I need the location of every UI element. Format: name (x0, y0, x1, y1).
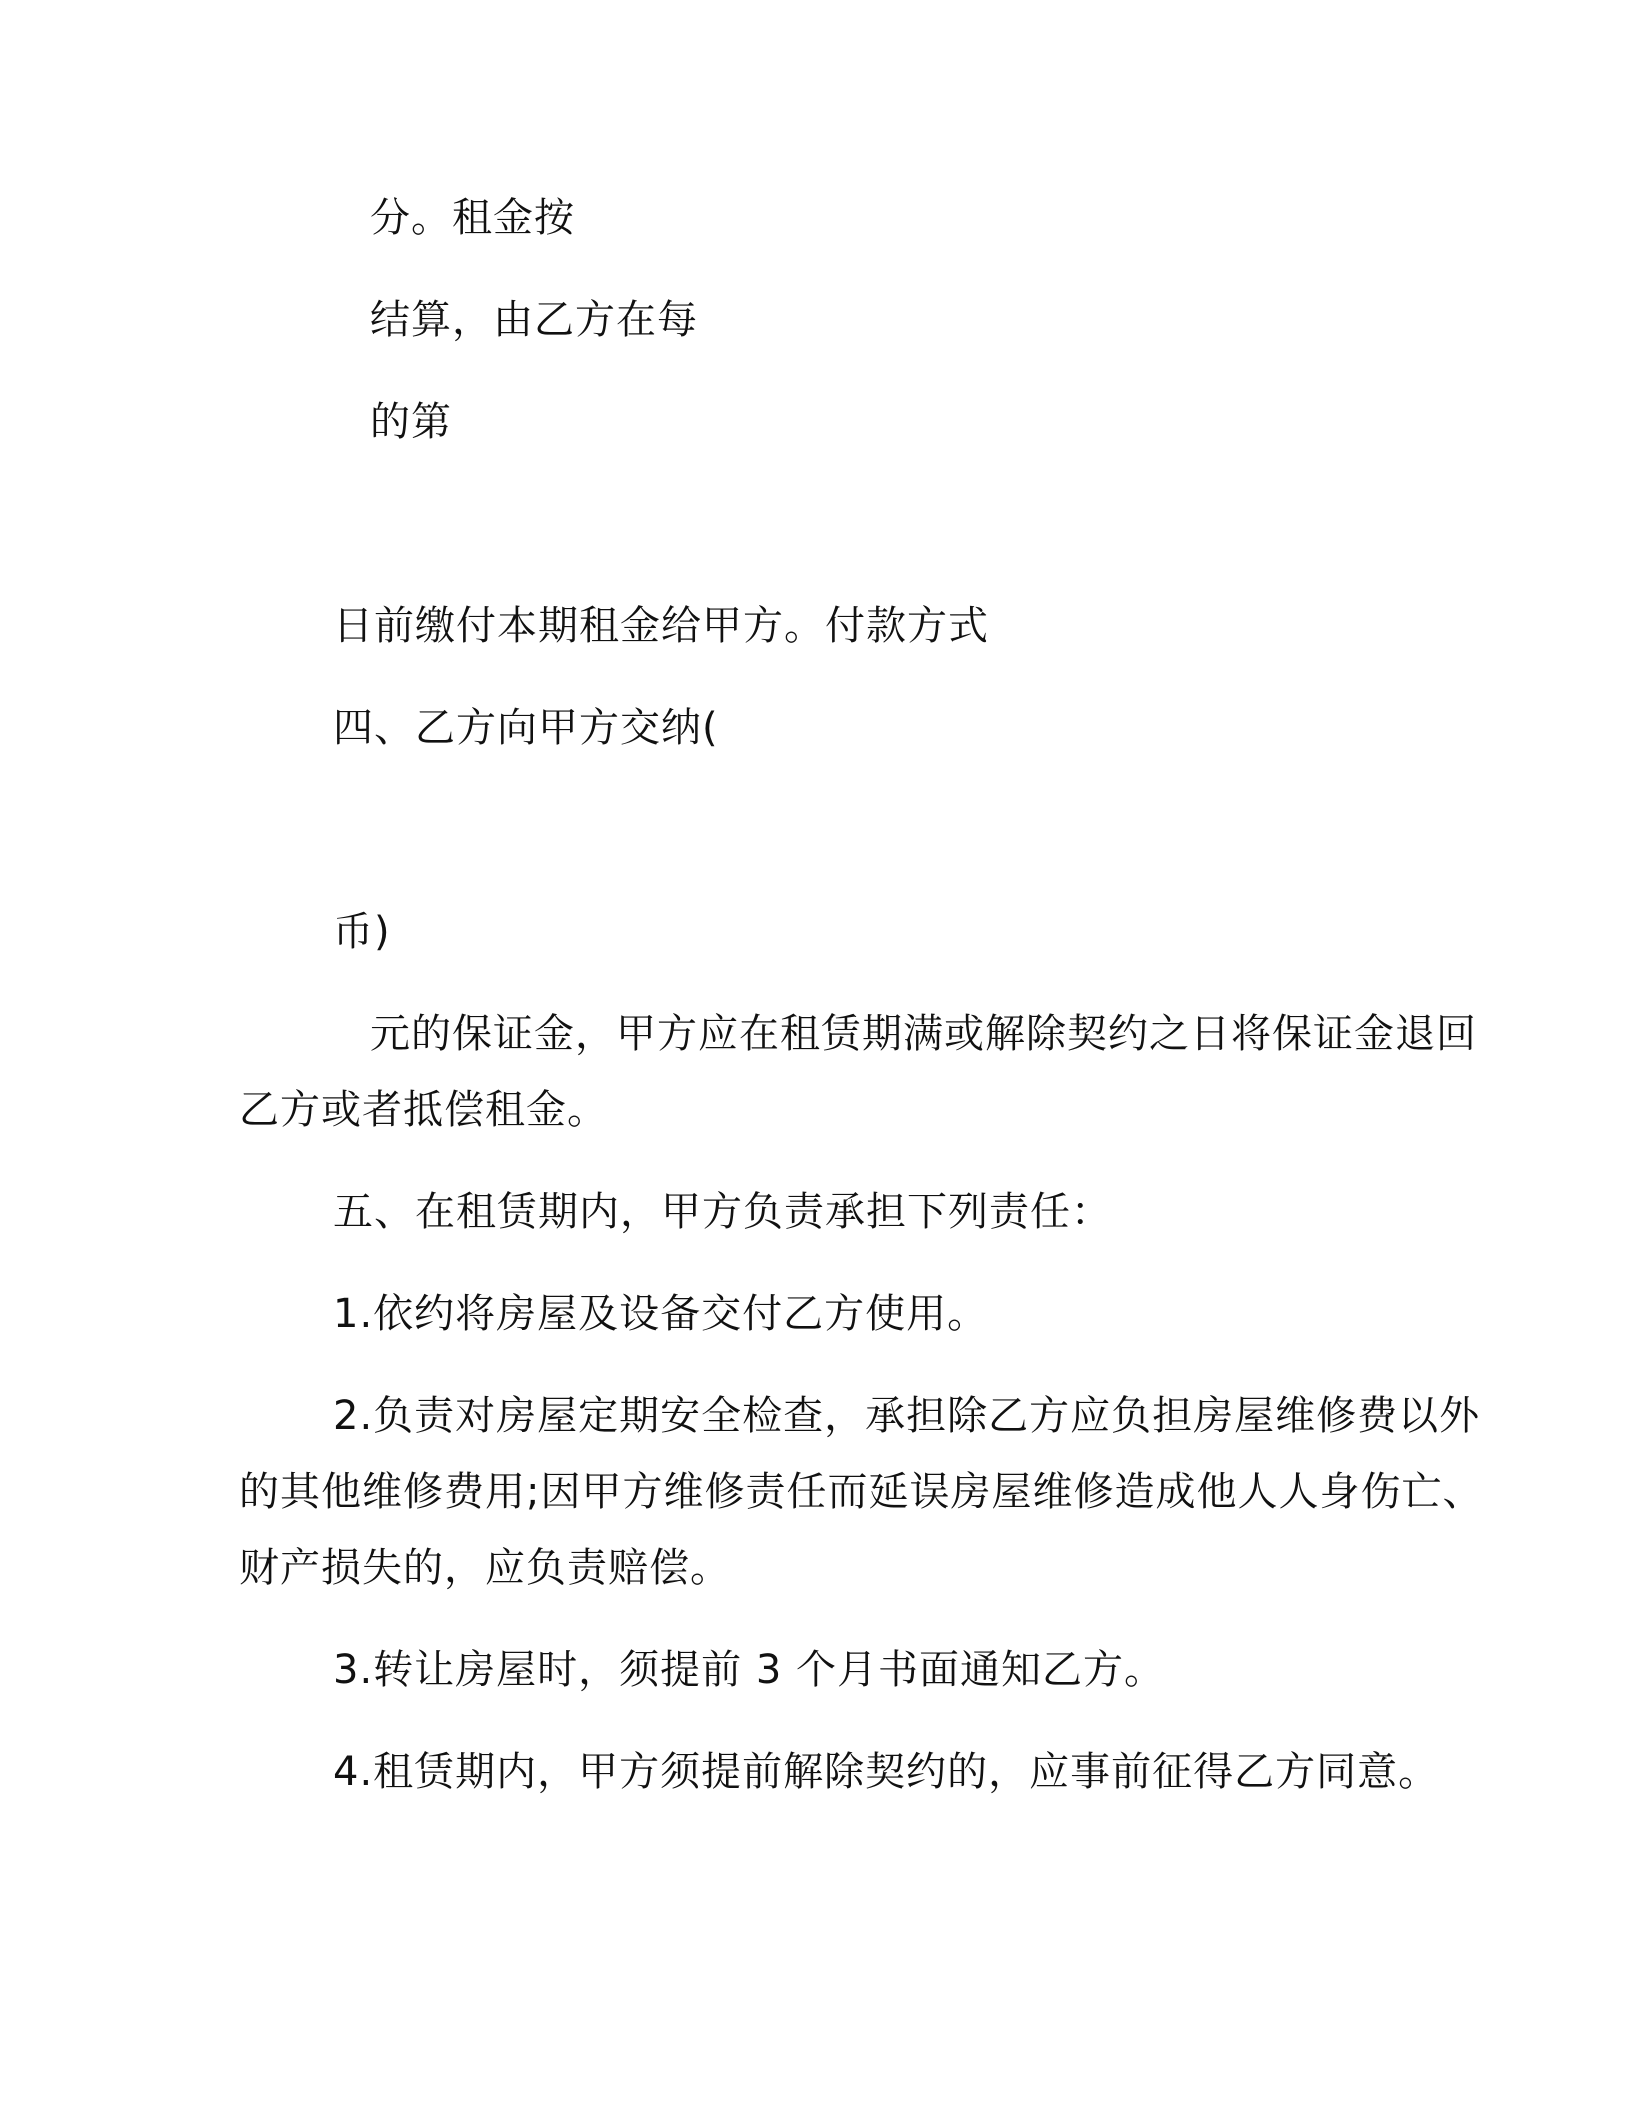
text-line: 4.租赁期内，甲方须提前解除契约的，应事前征得乙方同意。 (333, 1749, 1440, 1795)
text-line: 分。租金按 (370, 195, 575, 241)
text-line: 四、乙方向甲方交纳( (333, 705, 719, 751)
text-line: 元的保证金，甲方应在租赁期满或解除契约之日将保证金退回 (370, 1011, 1477, 1057)
text-line: 结算，由乙方在每 (370, 297, 698, 343)
text-line: 的其他维修费用;因甲方维修责任而延误房屋维修造成他人人身伤亡、 (239, 1469, 1484, 1515)
text-line: 币) (333, 909, 391, 955)
text-line: 日前缴付本期租金给甲方。付款方式 (333, 603, 989, 649)
text-line: 1.依约将房屋及设备交付乙方使用。 (333, 1291, 989, 1337)
text-line: 乙方或者抵偿租金。 (239, 1087, 608, 1133)
text-line: 2.负责对房屋定期安全检查，承担除乙方应负担房屋维修费以外 (333, 1393, 1481, 1439)
text-line: 3.转让房屋时，须提前 3 个月书面通知乙方。 (333, 1647, 1166, 1693)
text-line: 五、在租赁期内，甲方负责承担下列责任： (333, 1189, 1112, 1235)
text-line: 的第 (370, 399, 452, 445)
text-line: 财产损失的，应负责赔偿。 (239, 1545, 731, 1591)
